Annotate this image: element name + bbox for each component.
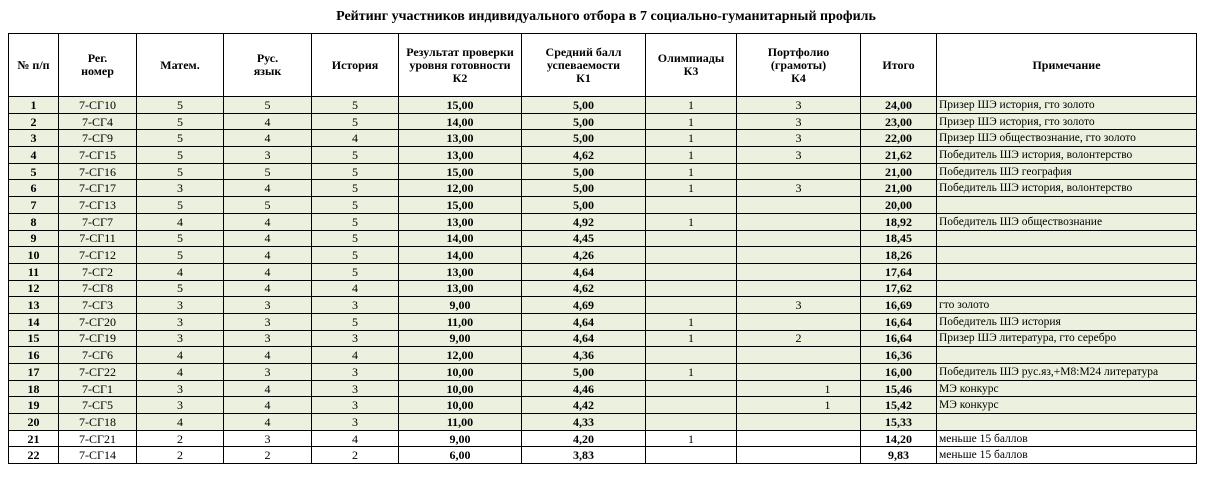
table-row <box>9 313 1197 330</box>
cell-k1: 4,92 <box>522 213 646 230</box>
cell-k2: 9,00 <box>399 330 522 347</box>
cell-k4: 3 <box>737 97 861 114</box>
cell-k2: 6,00 <box>399 447 522 464</box>
cell-num: 11 <box>9 263 59 280</box>
cell-k2: 14,00 <box>399 113 522 130</box>
cell-total: 18,26 <box>861 247 937 264</box>
cell-k1: 4,33 <box>522 414 646 431</box>
cell-note: меньше 15 баллов <box>937 447 1197 464</box>
cell-k1: 4,64 <box>522 263 646 280</box>
cell-k4 <box>737 280 861 297</box>
cell-num: 18 <box>9 380 59 397</box>
cell-reg-number: 7-СГ1 <box>59 380 137 397</box>
cell-history: 5 <box>312 247 399 264</box>
cell-reg-number: 7-СГ16 <box>59 163 137 180</box>
cell-k4 <box>737 230 861 247</box>
cell-history: 5 <box>312 163 399 180</box>
cell-total: 21,00 <box>861 163 937 180</box>
cell-total: 17,62 <box>861 280 937 297</box>
cell-reg-number: 7-СГ3 <box>59 297 137 314</box>
cell-math: 3 <box>137 180 224 197</box>
cell-russian: 4 <box>224 414 312 431</box>
cell-math: 2 <box>137 447 224 464</box>
cell-reg-number: 7-СГ5 <box>59 397 137 414</box>
table-row <box>9 213 1197 230</box>
cell-total: 9,83 <box>861 447 937 464</box>
cell-k1: 5,00 <box>522 97 646 114</box>
cell-total: 16,36 <box>861 347 937 364</box>
cell-math: 4 <box>137 263 224 280</box>
cell-russian: 4 <box>224 263 312 280</box>
cell-math: 4 <box>137 347 224 364</box>
cell-k2: 11,00 <box>399 313 522 330</box>
cell-k2: 10,00 <box>399 364 522 381</box>
cell-note: МЭ конкурс <box>937 397 1197 414</box>
cell-history: 4 <box>312 130 399 147</box>
cell-k3: 1 <box>646 364 737 381</box>
cell-num: 12 <box>9 280 59 297</box>
cell-k3 <box>646 397 737 414</box>
cell-total: 15,33 <box>861 414 937 431</box>
table-row <box>9 230 1197 247</box>
cell-k1: 4,20 <box>522 430 646 447</box>
cell-k2: 15,00 <box>399 97 522 114</box>
table-row <box>9 380 1197 397</box>
cell-russian: 3 <box>224 364 312 381</box>
cell-k1: 4,36 <box>522 347 646 364</box>
cell-history: 2 <box>312 447 399 464</box>
cell-math: 5 <box>137 230 224 247</box>
cell-note <box>937 414 1197 431</box>
header-russian: Рус. язык <box>224 34 312 97</box>
cell-total: 21,62 <box>861 147 937 164</box>
cell-num: 5 <box>9 163 59 180</box>
cell-k4 <box>737 213 861 230</box>
cell-k3: 1 <box>646 163 737 180</box>
cell-k2: 13,00 <box>399 213 522 230</box>
cell-k1: 5,00 <box>522 163 646 180</box>
cell-reg-number: 7-СГ6 <box>59 347 137 364</box>
cell-history: 4 <box>312 347 399 364</box>
cell-history: 3 <box>312 364 399 381</box>
cell-k2: 13,00 <box>399 130 522 147</box>
cell-total: 16,64 <box>861 330 937 347</box>
cell-num: 3 <box>9 130 59 147</box>
header-k3: Олимпиады К3 <box>646 34 737 97</box>
cell-reg-number: 7-СГ17 <box>59 180 137 197</box>
cell-russian: 3 <box>224 330 312 347</box>
cell-num: 10 <box>9 247 59 264</box>
table-row <box>9 297 1197 314</box>
cell-note: Призер ШЭ история, гто золото <box>937 97 1197 114</box>
cell-k3: 1 <box>646 147 737 164</box>
cell-k2: 14,00 <box>399 230 522 247</box>
header-k2: Результат проверки уровня готовности К2 <box>399 34 522 97</box>
table-row <box>9 163 1197 180</box>
cell-russian: 3 <box>224 313 312 330</box>
page-title: Рейтинг участников индивидуального отбора в 7 социально-гуманитарный профиль <box>336 9 876 24</box>
cell-history: 5 <box>312 147 399 164</box>
cell-russian: 4 <box>224 113 312 130</box>
cell-russian: 3 <box>224 147 312 164</box>
cell-k1: 5,00 <box>522 113 646 130</box>
cell-k2: 10,00 <box>399 380 522 397</box>
cell-num: 21 <box>9 430 59 447</box>
cell-note <box>937 230 1197 247</box>
cell-k4 <box>737 347 861 364</box>
cell-k1: 5,00 <box>522 130 646 147</box>
table-row <box>9 414 1197 431</box>
cell-math: 5 <box>137 97 224 114</box>
table-row <box>9 130 1197 147</box>
cell-num: 8 <box>9 213 59 230</box>
cell-math: 5 <box>137 130 224 147</box>
rating-table <box>8 33 1197 464</box>
cell-k4 <box>737 163 861 180</box>
cell-reg-number: 7-СГ7 <box>59 213 137 230</box>
cell-russian: 4 <box>224 380 312 397</box>
cell-num: 14 <box>9 313 59 330</box>
cell-num: 19 <box>9 397 59 414</box>
cell-note: Победитель ШЭ обществознание <box>937 213 1197 230</box>
cell-note <box>937 347 1197 364</box>
cell-k1: 5,00 <box>522 364 646 381</box>
header-total: Итого <box>861 34 937 97</box>
cell-note: МЭ конкурс <box>937 380 1197 397</box>
cell-russian: 4 <box>224 397 312 414</box>
cell-k3: 1 <box>646 330 737 347</box>
cell-russian: 4 <box>224 230 312 247</box>
cell-note: Победитель ШЭ история, волонтерство <box>937 180 1197 197</box>
cell-k3 <box>646 347 737 364</box>
table-row <box>9 364 1197 381</box>
table-row <box>9 180 1197 197</box>
cell-reg-number: 7-СГ14 <box>59 447 137 464</box>
cell-history: 5 <box>312 180 399 197</box>
cell-num: 16 <box>9 347 59 364</box>
table-row <box>9 347 1197 364</box>
cell-math: 5 <box>137 147 224 164</box>
cell-k2: 14,00 <box>399 247 522 264</box>
cell-math: 5 <box>137 280 224 297</box>
cell-total: 16,69 <box>861 297 937 314</box>
cell-k3: 1 <box>646 113 737 130</box>
cell-k4: 3 <box>737 130 861 147</box>
cell-k4 <box>737 313 861 330</box>
cell-history: 4 <box>312 430 399 447</box>
cell-reg-number: 7-СГ15 <box>59 147 137 164</box>
cell-note: Победитель ШЭ география <box>937 163 1197 180</box>
cell-k1: 4,62 <box>522 280 646 297</box>
cell-total: 22,00 <box>861 130 937 147</box>
cell-k1: 4,64 <box>522 330 646 347</box>
cell-russian: 3 <box>224 430 312 447</box>
cell-total: 18,92 <box>861 213 937 230</box>
cell-russian: 3 <box>224 297 312 314</box>
cell-russian: 5 <box>224 163 312 180</box>
cell-note: Победитель ШЭ рус.яз,+M8:M24 литература <box>937 364 1197 381</box>
cell-k4: 1 <box>737 397 861 414</box>
cell-history: 5 <box>312 313 399 330</box>
table-row <box>9 447 1197 464</box>
cell-note: Призер ШЭ обществознание, гто золото <box>937 130 1197 147</box>
cell-k3 <box>646 297 737 314</box>
cell-num: 17 <box>9 364 59 381</box>
cell-num: 6 <box>9 180 59 197</box>
table-row <box>9 147 1197 164</box>
cell-reg-number: 7-СГ2 <box>59 263 137 280</box>
header-reg-number: Рег. номер <box>59 34 137 97</box>
cell-reg-number: 7-СГ21 <box>59 430 137 447</box>
header-note: Примечание <box>937 34 1197 97</box>
cell-note: Победитель ШЭ история <box>937 313 1197 330</box>
cell-math: 4 <box>137 213 224 230</box>
cell-russian: 4 <box>224 213 312 230</box>
cell-reg-number: 7-СГ12 <box>59 247 137 264</box>
cell-k3 <box>646 230 737 247</box>
cell-math: 3 <box>137 397 224 414</box>
table-row <box>9 430 1197 447</box>
cell-num: 9 <box>9 230 59 247</box>
cell-math: 3 <box>137 297 224 314</box>
cell-k3: 1 <box>646 180 737 197</box>
cell-k1: 4,26 <box>522 247 646 264</box>
cell-note: меньше 15 баллов <box>937 430 1197 447</box>
table-row <box>9 263 1197 280</box>
cell-k3 <box>646 263 737 280</box>
cell-k4 <box>737 247 861 264</box>
cell-k2: 13,00 <box>399 280 522 297</box>
cell-reg-number: 7-СГ11 <box>59 230 137 247</box>
cell-k1: 4,42 <box>522 397 646 414</box>
cell-total: 15,42 <box>861 397 937 414</box>
cell-total: 16,64 <box>861 313 937 330</box>
cell-k1: 5,00 <box>522 180 646 197</box>
cell-k3 <box>646 247 737 264</box>
cell-k4: 3 <box>737 113 861 130</box>
cell-k3 <box>646 280 737 297</box>
cell-num: 20 <box>9 414 59 431</box>
cell-k3: 1 <box>646 97 737 114</box>
cell-total: 24,00 <box>861 97 937 114</box>
cell-reg-number: 7-СГ4 <box>59 113 137 130</box>
cell-math: 5 <box>137 247 224 264</box>
cell-history: 3 <box>312 414 399 431</box>
table-row <box>9 247 1197 264</box>
cell-russian: 5 <box>224 197 312 214</box>
cell-k2: 13,00 <box>399 263 522 280</box>
cell-k3: 1 <box>646 130 737 147</box>
table-row <box>9 113 1197 130</box>
cell-history: 4 <box>312 280 399 297</box>
cell-k4 <box>737 197 861 214</box>
cell-reg-number: 7-СГ19 <box>59 330 137 347</box>
table-row <box>9 330 1197 347</box>
cell-math: 5 <box>137 197 224 214</box>
cell-k3: 1 <box>646 313 737 330</box>
cell-history: 5 <box>312 197 399 214</box>
cell-history: 5 <box>312 230 399 247</box>
header-history: История <box>312 34 399 97</box>
cell-history: 5 <box>312 113 399 130</box>
cell-russian: 4 <box>224 130 312 147</box>
cell-total: 15,46 <box>861 380 937 397</box>
cell-history: 3 <box>312 330 399 347</box>
cell-note: Призер ШЭ литература, гто серебро <box>937 330 1197 347</box>
cell-k2: 13,00 <box>399 147 522 164</box>
cell-reg-number: 7-СГ8 <box>59 280 137 297</box>
cell-k4 <box>737 364 861 381</box>
cell-note <box>937 197 1197 214</box>
cell-math: 3 <box>137 330 224 347</box>
cell-history: 5 <box>312 263 399 280</box>
cell-note: Призер ШЭ история, гто золото <box>937 113 1197 130</box>
header-num: № п/п <box>9 34 59 97</box>
cell-total: 18,45 <box>861 230 937 247</box>
cell-history: 5 <box>312 213 399 230</box>
cell-reg-number: 7-СГ22 <box>59 364 137 381</box>
cell-num: 15 <box>9 330 59 347</box>
cell-note: Победитель ШЭ история, волонтерство <box>937 147 1197 164</box>
cell-k4 <box>737 447 861 464</box>
cell-reg-number: 7-СГ9 <box>59 130 137 147</box>
cell-russian: 4 <box>224 180 312 197</box>
cell-russian: 4 <box>224 247 312 264</box>
cell-total: 23,00 <box>861 113 937 130</box>
cell-num: 4 <box>9 147 59 164</box>
header-k1: Средний балл успеваемости К1 <box>522 34 646 97</box>
cell-k1: 4,46 <box>522 380 646 397</box>
cell-k1: 4,45 <box>522 230 646 247</box>
cell-note: гто золото <box>937 297 1197 314</box>
cell-k1: 4,64 <box>522 313 646 330</box>
cell-history: 5 <box>312 97 399 114</box>
cell-k4 <box>737 263 861 280</box>
cell-note <box>937 263 1197 280</box>
table-row <box>9 280 1197 297</box>
cell-reg-number: 7-СГ10 <box>59 97 137 114</box>
cell-num: 2 <box>9 113 59 130</box>
cell-k2: 11,00 <box>399 414 522 431</box>
cell-math: 4 <box>137 364 224 381</box>
cell-k4: 3 <box>737 180 861 197</box>
cell-russian: 4 <box>224 280 312 297</box>
cell-k4: 3 <box>737 297 861 314</box>
cell-k3: 1 <box>646 430 737 447</box>
cell-k1: 4,62 <box>522 147 646 164</box>
cell-total: 14,20 <box>861 430 937 447</box>
cell-k3 <box>646 447 737 464</box>
table-row <box>9 197 1197 214</box>
cell-k1: 5,00 <box>522 197 646 214</box>
cell-russian: 4 <box>224 347 312 364</box>
table-row <box>9 397 1197 414</box>
cell-k2: 12,00 <box>399 180 522 197</box>
cell-k4: 2 <box>737 330 861 347</box>
cell-k1: 4,69 <box>522 297 646 314</box>
header-k4: Портфолио (грамоты) К4 <box>737 34 861 97</box>
cell-total: 16,00 <box>861 364 937 381</box>
cell-reg-number: 7-СГ20 <box>59 313 137 330</box>
table-header-row <box>9 34 1197 97</box>
cell-k2: 10,00 <box>399 397 522 414</box>
cell-k3: 1 <box>646 213 737 230</box>
cell-history: 3 <box>312 380 399 397</box>
header-math: Матем. <box>137 34 224 97</box>
cell-math: 3 <box>137 313 224 330</box>
cell-k3 <box>646 414 737 431</box>
cell-reg-number: 7-СГ18 <box>59 414 137 431</box>
cell-k2: 15,00 <box>399 197 522 214</box>
table-row <box>9 97 1197 114</box>
cell-math: 3 <box>137 380 224 397</box>
cell-history: 3 <box>312 297 399 314</box>
table-body <box>9 97 1197 464</box>
cell-num: 1 <box>9 97 59 114</box>
cell-num: 22 <box>9 447 59 464</box>
cell-k2: 9,00 <box>399 297 522 314</box>
cell-reg-number: 7-СГ13 <box>59 197 137 214</box>
cell-math: 2 <box>137 430 224 447</box>
cell-k2: 9,00 <box>399 430 522 447</box>
cell-k3 <box>646 380 737 397</box>
cell-k4: 1 <box>737 380 861 397</box>
cell-russian: 5 <box>224 97 312 114</box>
cell-num: 13 <box>9 297 59 314</box>
cell-k1: 3,83 <box>522 447 646 464</box>
cell-note <box>937 280 1197 297</box>
cell-russian: 2 <box>224 447 312 464</box>
cell-note <box>937 247 1197 264</box>
cell-k4 <box>737 414 861 431</box>
cell-total: 17,64 <box>861 263 937 280</box>
cell-k2: 12,00 <box>399 347 522 364</box>
cell-k4 <box>737 430 861 447</box>
cell-math: 5 <box>137 163 224 180</box>
cell-k4: 3 <box>737 147 861 164</box>
cell-k2: 15,00 <box>399 163 522 180</box>
cell-k3 <box>646 197 737 214</box>
cell-math: 4 <box>137 414 224 431</box>
cell-math: 5 <box>137 113 224 130</box>
cell-total: 20,00 <box>861 197 937 214</box>
cell-num: 7 <box>9 197 59 214</box>
cell-total: 21,00 <box>861 180 937 197</box>
cell-history: 3 <box>312 397 399 414</box>
